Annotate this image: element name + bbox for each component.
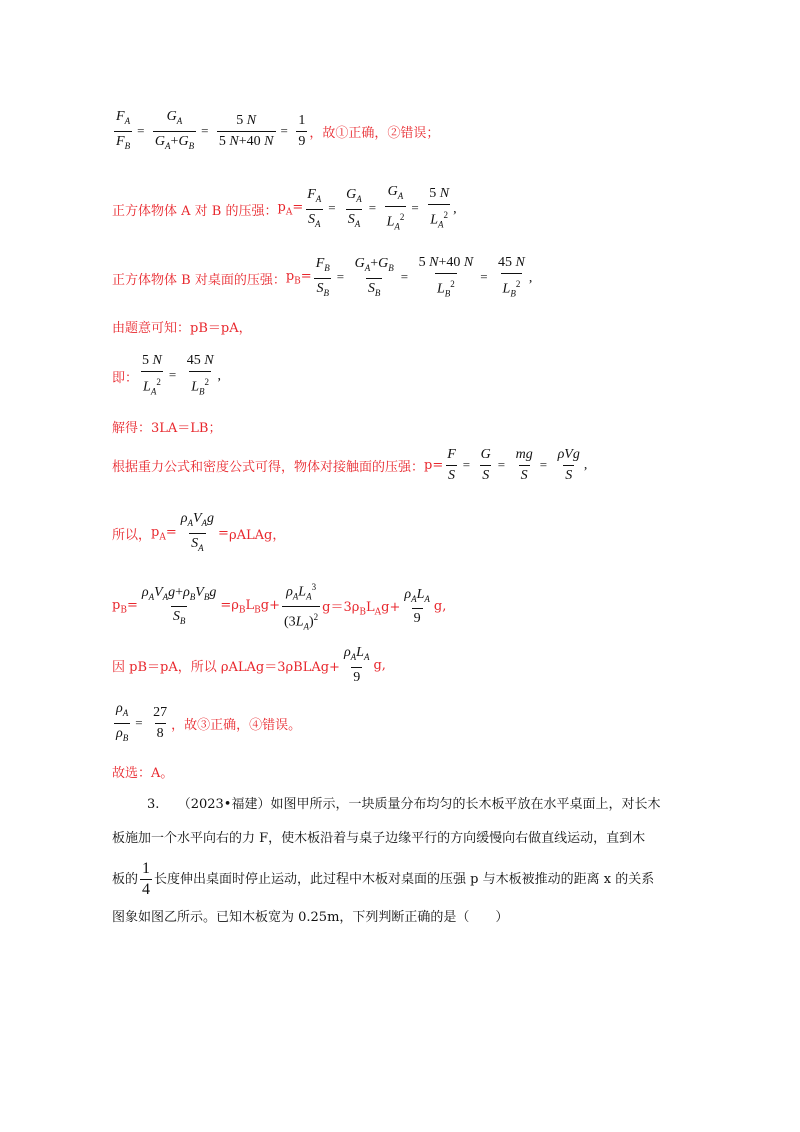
question-3 xyxy=(112,792,702,931)
pa-density-result: ρALAg， xyxy=(228,527,286,543)
pb-symbol: $p_B=$ xyxy=(285,269,312,288)
question-number: 3. xyxy=(147,797,160,812)
solution-line xyxy=(112,417,221,436)
quarter-fraction: $\frac{1}{4}$ xyxy=(142,860,151,898)
solution-text: 解得：3LA＝LB； xyxy=(112,421,222,436)
general-pressure-line: 根据重力公式和密度公式可得，物体对接触面的压强： p= $\frac{F}{S}$ = $\frac{G}{S}$ = $\frac{mg}{S}$ = $\frac{\text{ρVg}}{S}$ , xyxy=(112,447,588,483)
equality-line: 因 pB＝pA，所以 ρALAg＝3ρBLAg+ $\frac{\rho_AL_A}{9}$ g, xyxy=(112,645,386,685)
pressure-a-formula: $\frac{F_A}{S_A}$ = $\frac{G_A}{S_A}$ = $\frac{G_A}{L_A^2}$ = $\frac{5 N}{L_A^2}$ , xyxy=(303,183,456,235)
pressure-b-formula: $\frac{F_B}{S_B}$ = $\frac{G_A+G_B}{S_B}$ = $\frac{5 N+40 N}{L_B^2}$ = $\frac{45 N}{L_B^2}$ , xyxy=(312,254,533,302)
answer-text: 故选：A。 xyxy=(112,766,174,781)
condition-text: 由题意可知：pB＝pA， xyxy=(112,321,252,336)
condition-line xyxy=(112,317,252,336)
question-text-3-pre: 板的 xyxy=(112,871,139,887)
pa-density-formula: $\frac{\rho_AV_Ag}{S_A}$ xyxy=(177,510,218,557)
equation-label: 即： xyxy=(112,370,139,386)
density-ratio-formula: $\frac{\rho_A}{\rho_B}$ = $\frac{27}{8}$ xyxy=(112,700,171,747)
ratio-force-formula: $\frac{F_A}{F_B}$ = $\frac{G_A}{G_A+G_B}$ = $\frac{5 N}{5 N+40 N}$ = $\frac{1}{9}$ xyxy=(112,108,309,155)
question-text-1: 如图甲所示，一块质量分布均匀的长木板平放在水平桌面上，对长木 xyxy=(270,797,661,812)
question-source: （2023•福建） xyxy=(177,797,271,812)
pa-density-line: 所以， $p_A=$ $\frac{\rho_AV_Ag}{S_A}$ = ρALAg， xyxy=(112,510,285,557)
equality-label: 因 pB＝pA，所以 ρALAg＝3ρBLAg+ xyxy=(112,659,340,675)
pa-density-label: 所以， xyxy=(112,527,152,543)
pressure-b-line xyxy=(112,254,532,302)
pb-density-line: $p_B=$ $\frac{\rho_AV_Ag+\rho_BV_Bg}{S_B}$ $=\rho_BL_Bg+$ $\frac{\rho_AL_A^3}{(3L_A)^2}$ $g=3\rho_BL_Ag+$ $\frac{\rho_AL_A}{9}$ g, xyxy=(112,578,446,636)
equation-formula: $\frac{5 N}{L_A^2}$ = $\frac{45 N}{L_B^2}$ , xyxy=(138,352,221,400)
conclusion-3-4: ，故③正确，④错误。 xyxy=(171,717,302,733)
answer-line xyxy=(112,762,173,781)
ratio-force-line xyxy=(112,108,439,155)
question-text-2: 板施加一个水平向右的力 F，使木板沿着与桌子边缘平行的方向缓慢向右做直线运动，直到木 xyxy=(112,831,646,846)
conclusion-1-2: ，故①正确，②错误； xyxy=(309,125,440,141)
question-text-4: 图象如图乙所示。已知木板宽为 0.25m，下列判断正确的是（ ） xyxy=(112,910,509,925)
pressure-a-line xyxy=(112,183,457,235)
general-pressure-formula: $\frac{F}{S}$ = $\frac{G}{S}$ = $\frac{mg}{S}$ = $\frac{\text{ρVg}}{S}$ , xyxy=(447,447,588,483)
pressure-b-label: 正方体物体 B 对桌面的压强： xyxy=(112,272,286,288)
general-pressure-label: 根据重力公式和密度公式可得，物体对接触面的压强： xyxy=(112,460,425,475)
pressure-a-label: 正方体物体 A 对 B 的压强： xyxy=(112,203,278,219)
question-text-3-post: 长度伸出桌面时停止运动，此过程中木板对桌面的压强 p 与木板被推动的距离 x 的关系 xyxy=(154,871,655,887)
equation-line xyxy=(112,352,221,400)
density-ratio-line xyxy=(112,700,301,747)
pb-density-formula: $\frac{\rho_AV_Ag+\rho_BV_Bg}{S_B}$ xyxy=(138,584,221,631)
pa-symbol: $p_A=$ xyxy=(277,200,304,218)
